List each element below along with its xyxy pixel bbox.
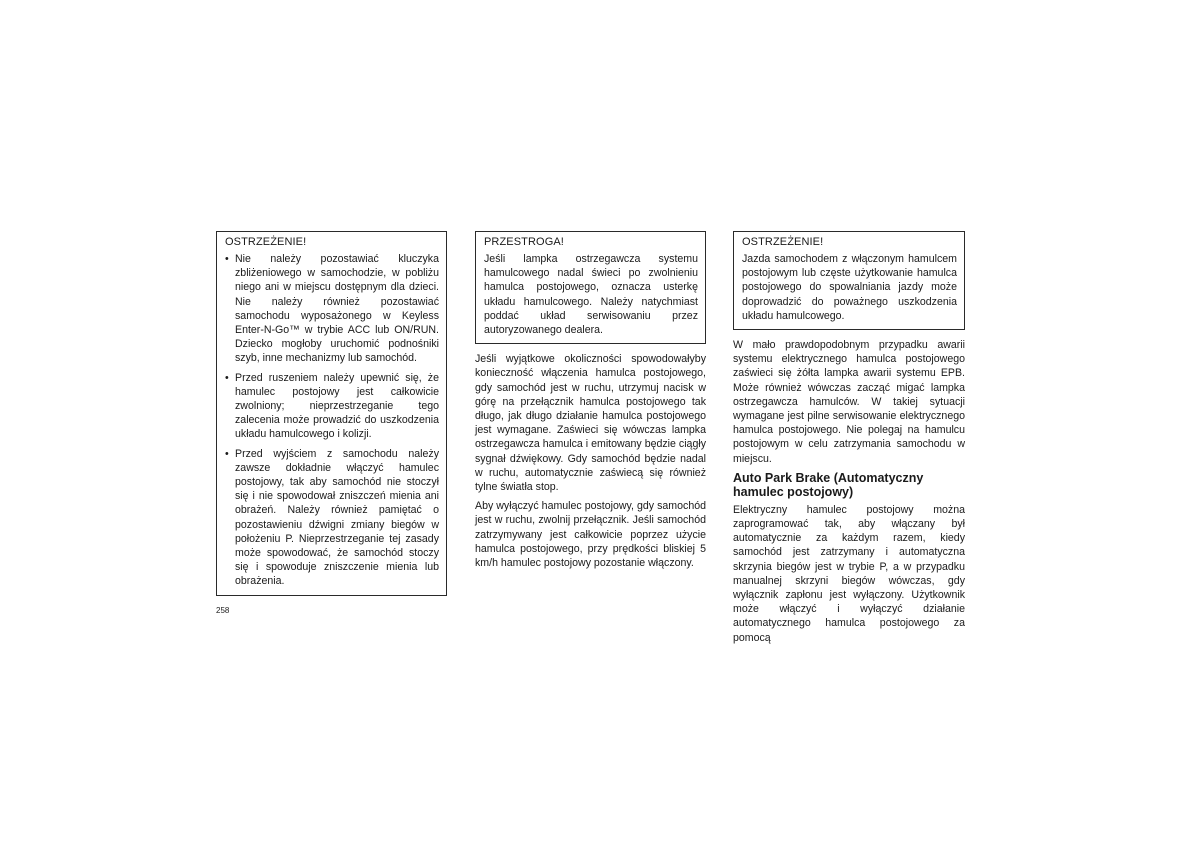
warning-title: OSTRZEŻENIE!	[742, 236, 824, 248]
warning-title: OSTRZEŻENIE!	[225, 236, 307, 248]
warning-bullet-item: • Przed wyjściem z samochodu należy zawsze dokładnie włączyć hamulec postojowy, tak aby samochód nie stoczył się i nie spowodował zniszczeń mienia ani obrażeń. Należy również pamiętać o pozostawieniu dźwigni zmiany biegów w położeniu P. Nieprzestrzeganie tej zasady może spowodować, że samochód stoczy się i spowoduje zniszczenie mienia lub obrażenia.	[225, 447, 439, 589]
caution-box	[475, 231, 706, 344]
warning-box	[216, 231, 447, 596]
warning-text: Jazda samochodem z włączonym hamulcem postojowym lub częste użytkowanie hamulca postojowego do spowalniania jazdy może doprowadzić do poważnego uszkodzenia układu hamulcowego.	[742, 253, 957, 322]
body-paragraph: Jeśli wyjątkowe okoliczności spowodowałyby konieczność włączenia hamulca postojowego, gdy samochód jest w ruchu, utrzymuj nacisk w górę na przełącznik hamulca postojowego tak długo, jak długo działanie hamulca postojowego jest wymagane. Zaświeci się wówczas lampka ostrzegawcza hamulca i emitowany będzie ciągły sygnał dźwiękowy. Gdy samochód będzie nadal w ruchu, automatycznie zaświecą się również tylne światła stop.	[475, 353, 706, 494]
warning-box	[733, 231, 965, 330]
column-right	[733, 231, 965, 650]
section-heading: Auto Park Brake (Automatyczny hamulec postojowy)	[733, 470, 924, 500]
column-middle	[475, 231, 706, 575]
warning-bullet-list	[225, 252, 439, 589]
caution-title: PRZESTROGA!	[484, 236, 564, 248]
caution-text: Jeśli lampka ostrzegawcza systemu hamulcowego nadal świeci po zwolnieniu hamulca postojowego, oznacza usterkę układu hamulcowego. Należy natychmiast poddać układ serwisowaniu przez autoryzowanego dealera.	[484, 253, 698, 337]
page-number: 258	[216, 606, 230, 615]
warning-bullet-item: • Nie należy pozostawiać kluczyka zbliżeniowego w samochodzie, w pobliżu niego ani w miejscu dostępnym dla dzieci. Nie należy również pozostawiać samochodu wyposażonego w Keyless Enter-N-Go™ w trybie ACC lub ON/RUN. Dziecko mogłoby uruchomić podnośniki szyb, inne mechanizmy lub samochód.	[225, 252, 439, 366]
body-paragraph: W mało prawdopodobnym przypadku awarii systemu elektrycznego hamulca postojowego zaświeci się żółta lampka awarii systemu EPB. Może również wówczas zacząć migać lampka ostrzegawcza hamulców. W takiej sytuacji wymagane jest pilne serwisowanie elektrycznego hamulca postojowego. Nie polegaj na hamulcu postojowym w celu zatrzymania samochodu w miejscu.	[733, 339, 965, 465]
warning-bullet-item: • Przed ruszeniem należy upewnić się, że hamulec postojowy jest całkowicie zwolniony; nieprzestrzeganie tego zalecenia może prowadzić do uszkodzenia układu hamulcowego i kolizji.	[225, 371, 439, 442]
body-paragraph: Elektryczny hamulec postojowy można zaprogramować tak, aby włączany był automatycznie za każdym razem, kiedy samochód jest zatrzymany i automatyczna skrzynia biegów jest w trybie P, a w przypadku manualnej skrzyni biegów wówczas, gdy wyłącznik zapłonu jest wyłączony. Użytkownik może włączyć i wyłączyć działanie automatycznego hamulca postojowego za pomocą	[733, 503, 965, 644]
column-left	[216, 231, 447, 596]
body-paragraph: Aby wyłączyć hamulec postojowy, gdy samochód jest w ruchu, zwolnij przełącznik. Jeśli samochód zatrzymywany jest całkowicie poprzez użycie hamulca postojowego, przy prędkości bliskiej 5 km/h hamulec postojowy pozostanie włączony.	[475, 500, 706, 570]
